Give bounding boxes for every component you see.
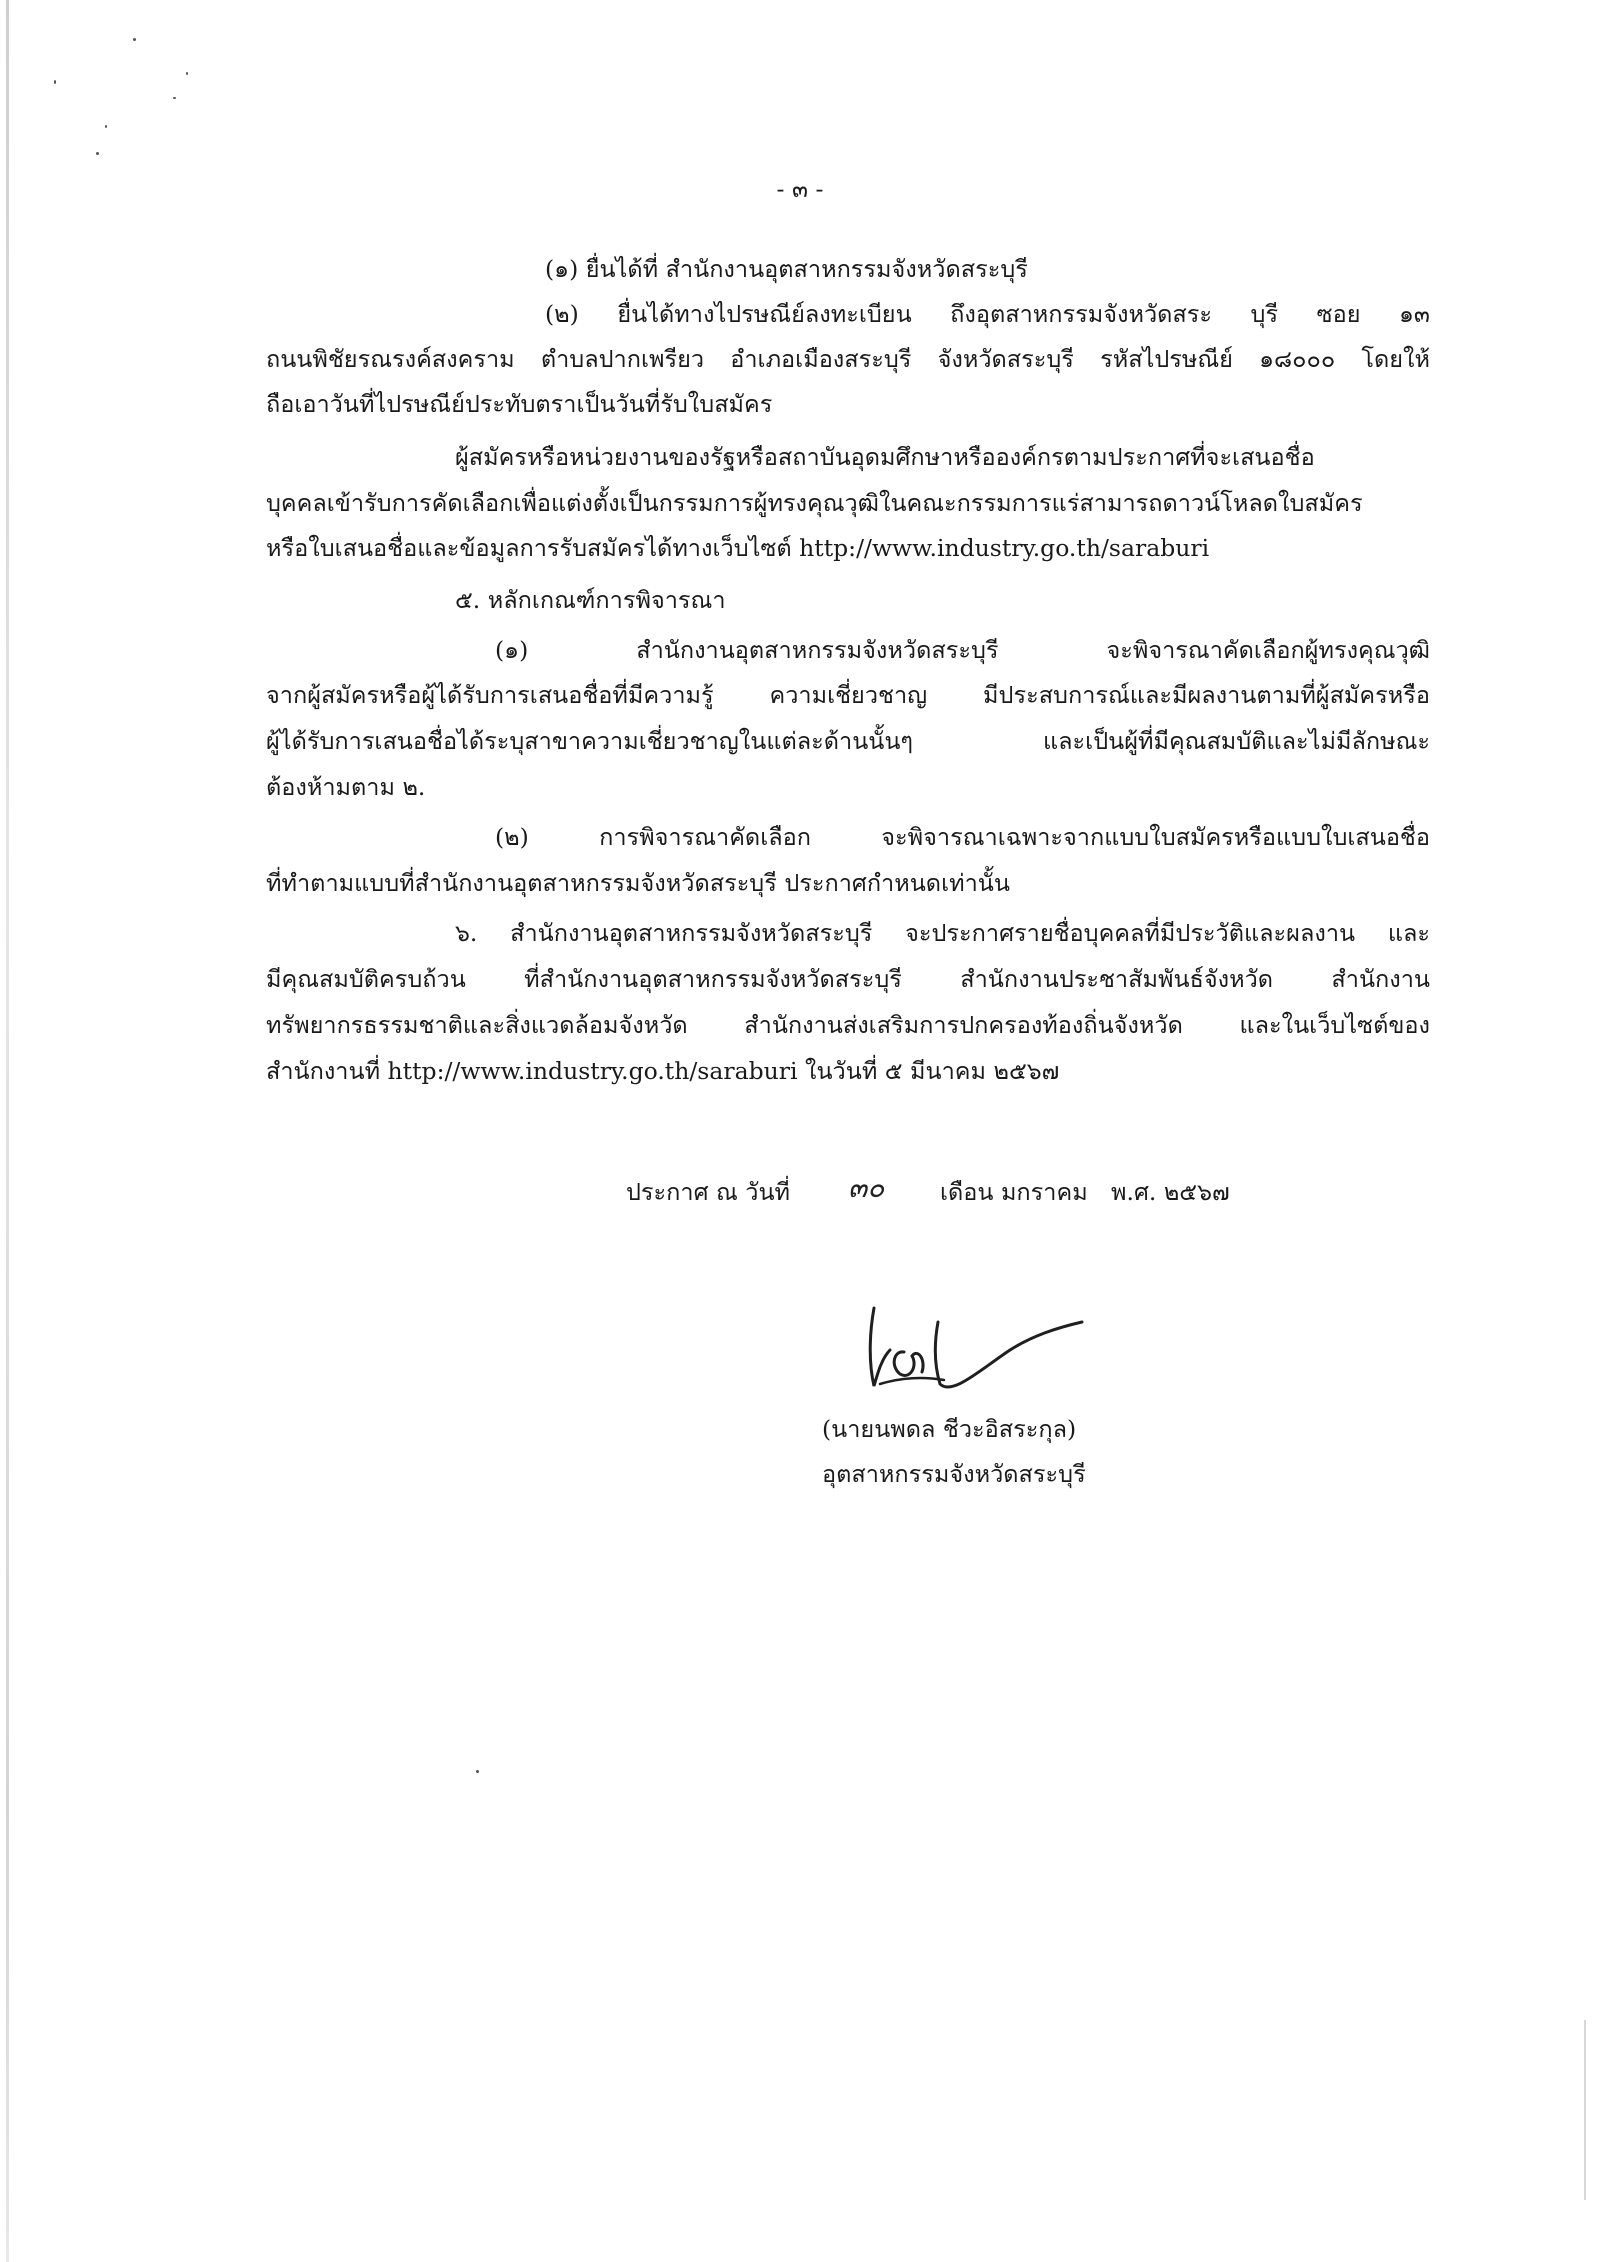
announcement-year: พ.ศ. ๒๕๖๗ [1111,1178,1230,1206]
signer-name: (นายนพดล ชีวะอิสระกุล) [822,1415,1077,1443]
announcement-day: ๓๐ [848,1171,885,1204]
body-line: ต้องห้ามตาม ๒. [266,773,426,801]
announcement-month: เดือน มกราคม [940,1178,1088,1206]
body-line: หรือใบเสนอชื่อและข้อมูลการรับสมัครได้ทางเว็บไซต์ http://www.industry.go.th/saraburi [266,534,1210,562]
body-line: ถนนพิชัยรณรงค์สงคราม ตำบลปากเพรียว อำเภอเมืองสระบุรี จังหวัดสระบุรี รหัสไปรษณีย์ ๑๘๐๐๐ โดยให้ [266,345,1430,373]
body-line: ผู้สมัครหรือหน่วยงานของรัฐหรือสถาบันอุดมศึกษาหรือองค์กรตามประกาศที่จะเสนอชื่อ [455,443,1315,471]
body-line: ๖. สำนักงานอุตสาหกรรมจังหวัดสระบุรี จะประกาศรายชื่อบุคคลที่มีประวัติและผลงาน และ [455,919,1430,947]
body-line: จากผู้สมัครหรือผู้ได้รับการเสนอชื่อที่มีความรู้ ความเชี่ยวชาญ มีประสบการณ์และมีผลงานตามที่ผู้สมัครหรือ [266,681,1430,709]
scan-edge-left [6,0,9,2262]
scan-speck [96,152,99,155]
scan-speck [186,72,188,75]
body-line: (๒) ยื่นได้ทางไปรษณีย์ลงทะเบียน ถึงอุตสาหกรรมจังหวัดสระ บุรี ซอย ๑๓ [545,300,1430,328]
body-line: (๑) สำนักงานอุตสาหกรรมจังหวัดสระบุรี จะพิจารณาคัดเลือกผู้ทรงคุณวุฒิ [495,636,1430,664]
body-line: บุคคลเข้ารับการคัดเลือกเพื่อแต่งตั้งเป็นกรรมการผู้ทรงคุณวุฒิในคณะกรรมการแร่สามารถดาวน์โหลดใบสมัคร [266,489,1363,517]
body-line: ผู้ได้รับการเสนอชื่อได้ระบุสาขาความเชี่ยวชาญในแต่ละด้านนั้นๆ และเป็นผู้ที่มีคุณสมบัติและไม่มีลักษณะ [266,727,1430,755]
scan-speck [105,125,107,128]
page-number: - ๓ - [776,175,824,203]
scan-speck [133,38,136,41]
signer-position: อุตสาหกรรมจังหวัดสระบุรี [822,1460,1086,1488]
announcement-prefix: ประกาศ ณ วันที่ [626,1178,790,1206]
scan-edge-right [1584,2020,1586,2200]
body-line: ที่ทำตามแบบที่สำนักงานอุตสาหกรรมจังหวัดสระบุรี ประกาศกำหนดเท่านั้น [266,869,1010,897]
scan-speck [54,80,56,84]
body-line: (๒) การพิจารณาคัดเลือก จะพิจารณาเฉพาะจากแบบใบสมัครหรือแบบใบเสนอชื่อ [495,823,1430,851]
body-line: ถือเอาวันที่ไปรษณีย์ประทับตราเป็นวันที่รับใบสมัคร [266,390,773,418]
scan-speck [173,97,176,99]
signature [860,1300,1100,1410]
body-line: (๑) ยื่นได้ที่ สำนักงานอุตสาหกรรมจังหวัดสระบุรี [545,255,1028,283]
body-line: มีคุณสมบัติครบถ้วน ที่สำนักงานอุตสาหกรรมจังหวัดสระบุรี สำนักงานประชาสัมพันธ์จังหวัด สำนักงาน [266,965,1430,993]
section-heading: ๕. หลักเกณฑ์การพิจารณา [455,586,726,614]
scan-speck [476,1770,479,1773]
body-line: ทรัพยากรธรรมชาติและสิ่งแวดล้อมจังหวัด สำนักงานส่งเสริมการปกครองท้องถิ่นจังหวัด และในเว็บไซต์ของ [266,1011,1430,1039]
body-line: สำนักงานที่ http://www.industry.go.th/saraburi ในวันที่ ๕ มีนาคม ๒๕๖๗ [266,1057,1060,1085]
